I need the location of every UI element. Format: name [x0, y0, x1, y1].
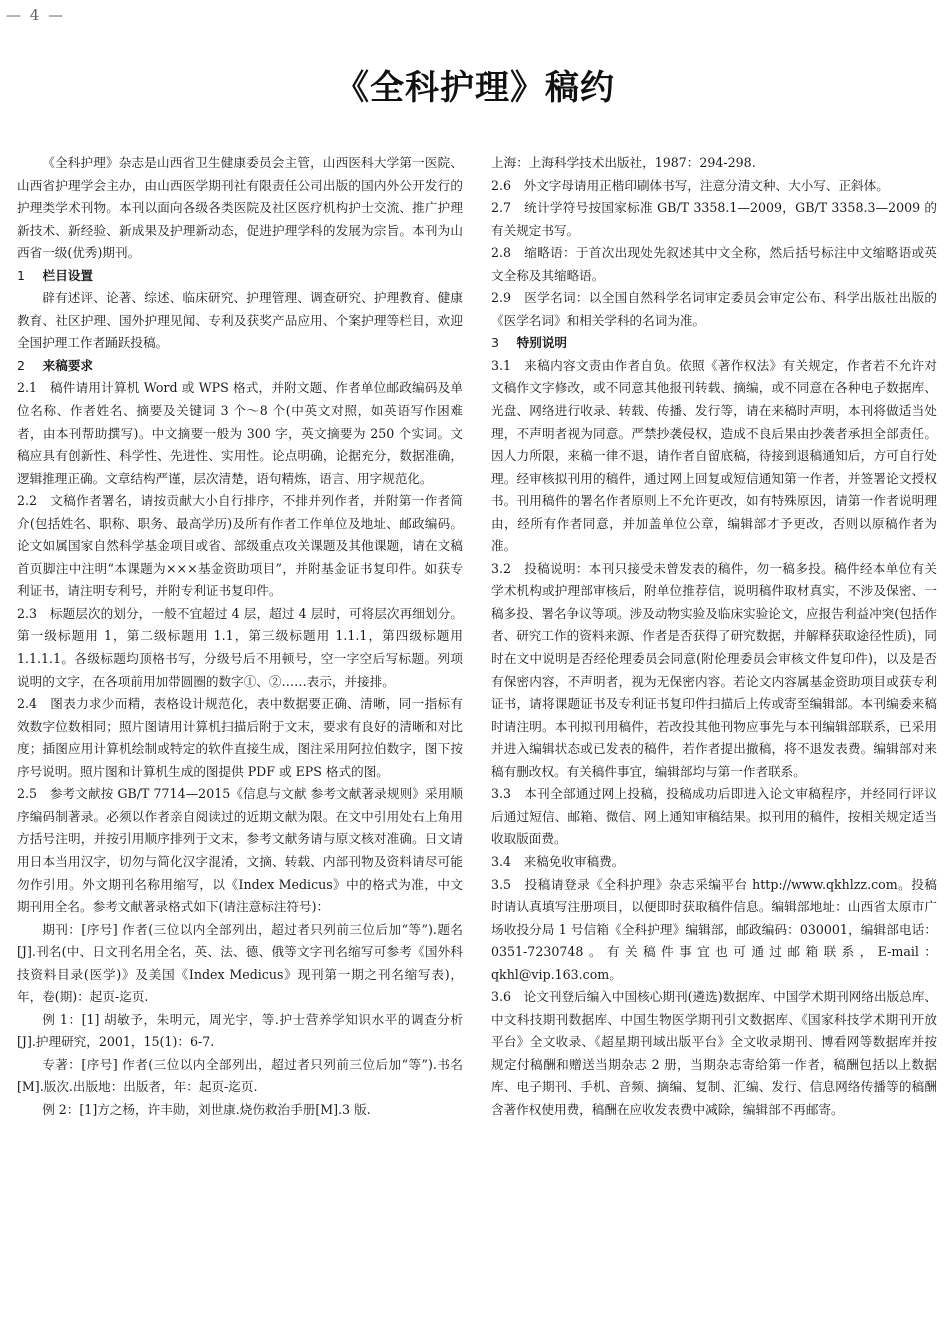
section-heading [17, 265, 463, 288]
page-number: — 4 — [6, 6, 66, 24]
paragraph: 期刊：[序号] 作者(三位以内全部列出，超过者只列前三位后加“等”).题名[J].刊名(中、日文刊名用全名，英、法、德、俄等文字刊名缩写可参考《国外科技资料目录(医学)》及美国《Index Medicus》现刊第一期之刊名缩写表)，年，卷(期)：起页-迄页. [17, 921, 463, 1005]
section-number: 3 [491, 335, 500, 351]
paragraph: 例 2：[1]方之杨，许丰勋，刘世康.烧伤救治手册[M].3 版. [42, 1101, 371, 1117]
paragraph: 2.5 参考文献按 GB/T 7714—2015《信息与文献 参考文献著录规则》采用顺序编码制著录。必须以作者亲自阅读过的近期文献为限。在文中引用处右上角用方括号注明，并按引用顺序排列于文末，参考文献务请与原文核对准确。日文请用日本当用汉字，切勿与简化汉字混淆，文摘、转载、内部刊物及资料请尽可能勿作引用。外文期刊名称用缩写，以《Index Medicus》中的格式为准，中文期刊用全名。参考文献著录格式如下(请注意标注符号)： [17, 786, 463, 915]
section-number: 2 [17, 357, 26, 373]
paragraph: 2.3 标题层次的划分，一般不宜超过 4 层，超过 4 层时，可将层次再细划分。第一级标题用 1，第二级标题用 1.1，第三级标题用 1.1.1，第四级标题用 1.1.1.1。各级标题均顶格书写，分级号后不用顿号，空一字空后写标题。列项说明的文字，在各项前用加带圆圈的数字①、②……表示，并接排。 [17, 605, 463, 689]
section-title: 栏目设置 [42, 267, 94, 283]
paragraph: 2.6 外文字母请用正楷印刷体书写，注意分清文种、大小写、正斜体。 [491, 177, 889, 193]
paragraph: 3.3 本刊全部通过网上投稿，投稿成功后即进入论文审稿程序，并经同行评议后通过短信、邮箱、微信、网上通知审稿结果。拟刊用的稿件，按相关规定适当收取版面费。 [491, 786, 937, 847]
section-title: 特别说明 [516, 335, 568, 351]
section-title: 来稿要求 [42, 357, 94, 373]
paragraph: 2.4 图表力求少而精，表格设计规范化，表中数据要正确、清晰，同一指标有效数字位数相同；照片图请用计算机扫描后附于文末，要求有良好的清晰和对比度；插图应用计算机绘制或特定的软件直接生成，图注采用阿拉伯数字，图下按序号说明。照片图和计算机生成的图提供 PDF 或 EPS 格式的图。 [17, 696, 463, 779]
paragraph: 3.4 来稿免收审稿费。 [491, 853, 625, 869]
paragraph: 2.1 稿件请用计算机 Word 或 WPS 格式，并附文题、作者单位邮政编码及单位名称、作者姓名、摘要及关键词 3 个～8 个(中英文对照，如英语写作困难者，由本刊帮助撰写)。中文摘要一般为 300 字，英文摘要为 250 个实词。文稿应具有创新性、科学性、先进性、实用性。论点明确，论据充分，数据准确，逻辑推理正确。文章结构严谨，层次清楚，语句精炼，语言、用字规范化。 [17, 380, 463, 486]
paragraph: 上海：上海科学技术出版社，1987：294-298. [491, 155, 756, 170]
paragraph: 2.2 文稿作者署名，请按贡献大小自行排序，不排并列作者，并附第一作者简介(包括姓名、职称、职务、最高学历)及所有作者工作单位及地址、邮政编码。论文如属国家自然科学基金项目或省、部级重点攻关课题及其他课题，请在文稿首页脚注中注明“本课题为×××基金资助项目”，并附基金证书复印件。如获专利证书，请注明专利号，并附专利证书复印件。 [17, 493, 463, 599]
paragraph: 3.6 论文刊登后编入中国核心期刊(遴选)数据库、中国学术期刊网络出版总库、中文科技期刊数据库、中国生物医学期刊引文数据库、《国家科技学术期刊开放平台》全文收录、《超星期刊域出版平台》全文收录期刊、博看网等数据库并按规定付稿酬和赠送当期杂志 2 册，当期杂志寄给第一作者，稿酬包括以上数据库、电子期刊、手机、音频、摘编、复制、汇编、发行、信息网络传播等的稿酬含著作权使用费，稿酬在应收发表费中减除，编辑部不再邮寄。 [491, 989, 937, 1117]
section-number: 1 [17, 267, 26, 283]
paragraph: 3.2 投稿说明：本刊只接受未曾发表的稿件，勿一稿多投。稿件经本单位有关学术机构或护理部审核后，附单位推荐信，说明稿件取材真实，不涉及保密、一稿多投、署名争议等项。涉及动物实验及临床实验论文，应报告利益冲突(包括作者、研究工作的资料来源、作者是否获得了研究数据，并解释获取途径性质)，同时在文中说明是否经伦理委员会同意(附伦理委员会审核文件复印件)，以及是否有保密内容，不声明者，视为无保密内容。若论文内容属基金资助项目或获专利证书，请将课题证书及专利证书复印件扫描后上传或寄至编辑部。本刊编委来稿时请注明。本刊拟刊用稿件，若改投其他刊物应事先与本刊编辑部联系，已采用并进入编辑状态或已发表的稿件，若作者提出撤稿，将不退发表费。编辑部对来稿有删改权。有关稿件事宜，编辑部均与第一作者联系。 [491, 560, 937, 779]
section-heading [17, 355, 463, 378]
paragraph: 专著：[序号] 作者(三位以内全部列出，超过者只列前三位后加“等”).书名[M].版次.出版地：出版者，年：起页-迄页. [17, 1056, 463, 1095]
right-column [491, 152, 937, 1122]
article-title: 《全科护理》稿约 [335, 68, 615, 108]
paragraph: 《全科护理》杂志是山西省卫生健康委员会主管，山西医科大学第一医院、山西省护理学会主办，由山西医学期刊社有限责任公司出版的国内外公开发行的护理类学术刊物。本刊以面向各级各类医院及社区医疗机构护士交流、推广护理新技术、新经验、新成果及护理新动态，促进护理学科的发展为宗旨。本刊为山西省一级(优秀)期刊。 [17, 155, 463, 261]
paragraph: 3.1 来稿内容文责由作者自负。依照《著作权法》有关规定，作者若不允许对文稿作文字修改，或不同意其他报刊转载、摘编，或不同意在各种电子数据库、光盘、网络进行收录、转载、传播、发行等，请在来稿时声明，本刊将做适当处理，不声明者视为同意。严禁抄袭侵权，造成不良后果由抄袭者承担全部责任。因人力所限，来稿一律不退，请作者自留底稿，待接到退稿通知后，方可自行处理。经审核拟刊用的稿件，通过网上回复或短信通知第一作者，并签署论文授权书。刊用稿件的署名作者原则上不允许更改，如有特殊原因，请第一作者说明理由，经所有作者同意，并加盖单位公章，编辑部才予更改，否则以原稿作者为准。 [491, 357, 937, 554]
left-column [17, 152, 463, 1122]
section-heading [491, 332, 937, 355]
paragraph: 2.7 统计学符号按国家标准 GB/T 3358.1—2009，GB/T 3358.3—2009 的有关规定书写。 [491, 200, 937, 238]
paragraph: 2.8 缩略语：于首次出现处先叙述其中文全称，然后括号标注中文缩略语或英文全称及其缩略语。 [491, 245, 937, 283]
paragraph: 例 1：[1] 胡敏予，朱明元，周光宇，等.护士营养学知识水平的调查分析[J].护理研究，2001，15(1)：6-7. [17, 1011, 463, 1050]
paragraph: 辟有述评、论著、综述、临床研究、护理管理、调查研究、护理教育、健康教育、社区护理、国外护理见闻、专利及获奖产品应用、个案护理等栏目，欢迎全国护理工作者踊跃投稿。 [17, 290, 463, 351]
paragraph: 3.5 投稿请登录《全科护理》杂志采编平台 http://www.qkhlzz.com。投稿时请认真填写注册项目，以便即时获取稿件信息。编辑部地址：山西省太原市广场收投分局 1 号信箱《全科护理》编辑部，邮政编码：030001，编辑部电话：0351-7230748。有关稿件事宜也可通过邮箱联系，E-mail：qkhl@vip.163.com。 [491, 876, 937, 982]
paragraph: 2.9 医学名词：以全国自然科学名词审定委员会审定公布、科学出版社出版的《医学名词》和相关学科的名词为准。 [491, 290, 937, 328]
